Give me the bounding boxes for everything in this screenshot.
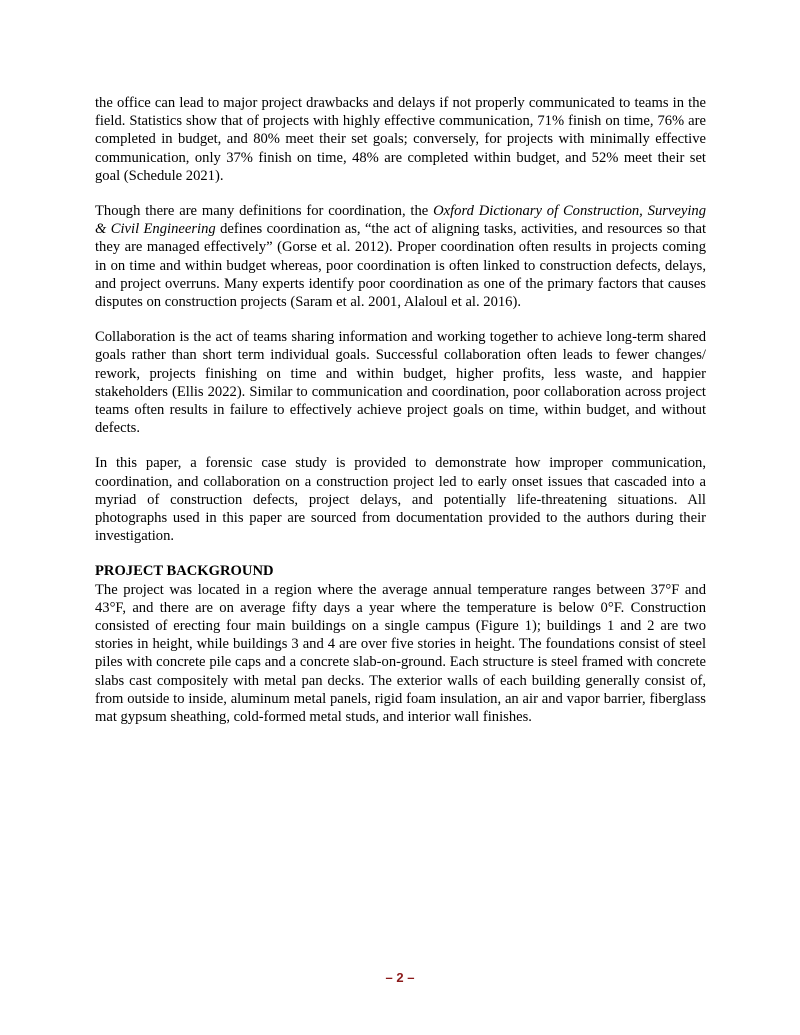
paragraph-communication: the office can lead to major project drawbacks and delays if not properly communicated to teams in the field. Statistics show that of projects with highly effective communication, 71% finish on time, 76% are completed in budget, and 80% meet their set goals; conversely, for projects with minimally effective communication, only 37% finish on time, 48% are completed within budget, and 52% meet their set goal (Schedule 2021). bbox=[95, 95, 706, 184]
paragraph-case-study: In this paper, a forensic case study is provided to demonstrate how improper communication, coordination, and collaboration on a construction project led to early onset issues that cascaded into a myriad of construction defects, project delays, and potentially life-threatening situations. All photographs used in this paper are sourced from documentation provided to the authors during their investigation. bbox=[95, 455, 706, 545]
section-heading-project-background: PROJECT BACKGROUND bbox=[95, 563, 274, 580]
document-body bbox=[95, 94, 706, 726]
page-number: – 2 – bbox=[385, 970, 415, 985]
coordination-text-before: Though there are many definitions for coordination, the bbox=[95, 203, 434, 220]
paragraph-coordination bbox=[95, 202, 706, 311]
paragraph-collaboration: Collaboration is the act of teams sharing information and working together to achieve long-term shared goals rather than short term individual goals. Successful collaboration often leads to fewer changes/ rework, projects finishing on time and within budget, higher profits, less waste, and happier stakeholders (Ellis 2022). Similar to communication and coordination, poor collaboration across project teams often results in failure to effectively achieve project goals on time, within budget, and without defects. bbox=[95, 329, 706, 437]
dictionary-title: Oxford Dictionary of Construction, Surveying & Civil Engineering bbox=[95, 203, 706, 238]
coordination-text-after: defines coordination as, “the act of aligning tasks, activities, and resources so that they are managed effectively” (Gorse et al. 2012). Proper coordination often results in projects coming in on time and within budget whereas, poor coordination is often linked to construction defects, delays, and project overruns. Many experts identify poor coordination as one of the primary factors that causes disputes on construction projects (Saram et al. 2001, Alaloul et al. 2016). bbox=[95, 221, 707, 311]
paragraph-project-background: The project was located in a region where the average annual temperature ranges between 37°F and 43°F, and there are on average fifty days a year where the temperature is below 0°F. Construction consisted of erecting four main buildings on a single campus (Figure 1); buildings 1 and 2 are two stories in height, while buildings 3 and 4 are over five stories in height. The foundations consist of steel piles with concrete pile caps and a concrete slab-on-ground. Each structure is steel framed with concrete slabs cast compositely with metal pan decks. The exterior walls of each building generally consist of, from outside to inside, aluminum metal panels, rigid foam insulation, an air and vapor barrier, fiberglass mat gypsum sheathing, cold-formed metal studs, and interior wall finishes. bbox=[95, 581, 706, 726]
